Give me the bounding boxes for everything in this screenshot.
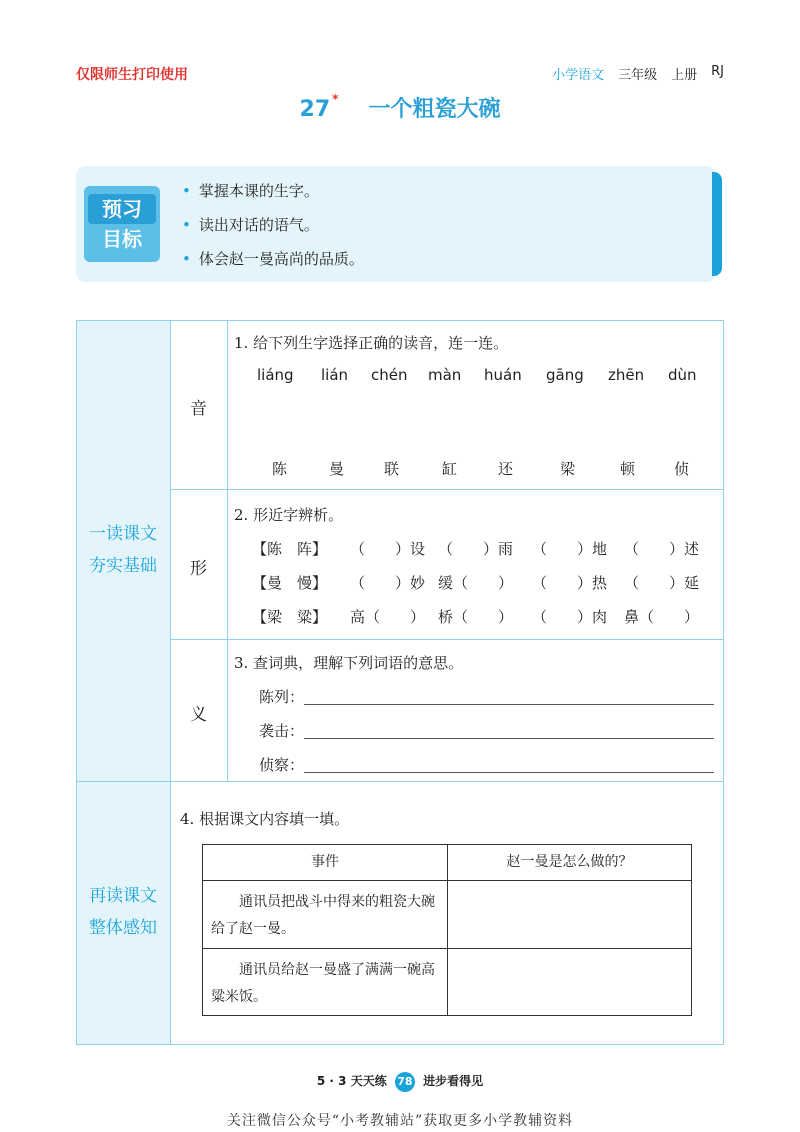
character-item: 曼	[329, 460, 345, 478]
blank-item[interactable]: （ ）雨	[438, 540, 514, 558]
question-4: 4. 根据课文内容填一填。	[180, 810, 350, 828]
answer-line[interactable]	[304, 738, 714, 739]
watermark-text: 关注微信公众号“小考教辅站”获取更多小学教辅资料	[226, 1113, 574, 1129]
answer-line[interactable]	[304, 704, 714, 705]
pinyin-item: lián	[321, 366, 349, 384]
question-3: 3. 查词典，理解下列词语的意思。	[234, 654, 464, 672]
print-notice: 仅限师生打印使用	[76, 67, 188, 83]
question-2: 2. 形近字辨析。	[234, 506, 344, 524]
subject-label: 小学语文	[552, 68, 605, 83]
character-item: 陈	[272, 460, 288, 478]
word-label: 袭击：	[259, 722, 305, 740]
character-item: 还	[498, 460, 514, 478]
pinyin-item: liáng	[257, 366, 294, 384]
table-cell-answer[interactable]	[447, 880, 692, 949]
blank-item[interactable]: 鼻（ ）	[624, 608, 700, 626]
goals-badge-line1: 预习	[88, 194, 156, 224]
edition-label: RJ	[711, 64, 724, 79]
pinyin-item: chén	[371, 366, 408, 384]
goals-side-tab	[712, 172, 722, 276]
character-item: 缸	[442, 460, 458, 478]
volume-label: 上册	[671, 68, 698, 83]
pinyin-item: dùn	[668, 366, 697, 384]
footer-right: 进步看得见	[423, 1074, 484, 1088]
bullet-icon: •	[182, 182, 191, 200]
blank-item[interactable]: （ ）热	[532, 574, 608, 592]
blank-item[interactable]: （ ）妙	[350, 574, 426, 592]
shape-category: 形	[190, 559, 207, 579]
section2-label: 再读课文 整体感知	[89, 886, 157, 938]
word-label: 侦察：	[259, 756, 305, 774]
bullet-icon: •	[182, 216, 191, 234]
table-header: 赵一曼是怎么做的？	[447, 844, 692, 881]
lesson-name: 一个粗瓷大碗	[368, 97, 501, 122]
character-item: 侦	[674, 460, 690, 478]
pair-label: 【曼 慢】	[252, 574, 328, 592]
blank-item[interactable]: （ ）肉	[532, 608, 608, 626]
blank-item[interactable]: 缓（ ）	[438, 574, 514, 592]
goal-item: • 掌握本课的生字。	[182, 182, 319, 200]
section1-label: 一读课文 夯实基础	[89, 524, 157, 576]
blank-item[interactable]: （ ）述	[624, 540, 700, 558]
footer-left: 5 · 3 天天练	[316, 1074, 387, 1088]
table-cell-answer[interactable]	[447, 948, 692, 1016]
blank-item[interactable]: 高（ ）	[350, 608, 426, 626]
blank-item[interactable]: （ ）延	[624, 574, 700, 592]
character-item: 顿	[620, 460, 636, 478]
blank-item[interactable]: （ ）设	[350, 540, 426, 558]
page-number: 78	[395, 1072, 415, 1092]
pinyin-item: gāng	[546, 366, 584, 384]
pinyin-item: huán	[484, 366, 522, 384]
lesson-star: *	[332, 92, 339, 106]
event-table	[202, 844, 692, 1016]
sound-category: 音	[190, 399, 207, 419]
table-cell-event: 通讯员把战斗中得来的粗瓷大碗给了赵一曼。	[202, 880, 448, 949]
grade-label: 三年级	[618, 68, 658, 83]
blank-item[interactable]: （ ）地	[532, 540, 608, 558]
goal-item: • 读出对话的语气。	[182, 216, 319, 234]
exercise-table	[76, 320, 724, 1045]
meaning-category: 义	[190, 705, 207, 725]
table-header: 事件	[202, 844, 448, 881]
answer-line[interactable]	[304, 772, 714, 773]
goal-item: • 体会赵一曼高尚的品质。	[182, 250, 364, 268]
character-item: 梁	[560, 460, 576, 478]
goals-badge-line2: 目标	[102, 227, 142, 251]
bullet-icon: •	[182, 250, 191, 268]
page-footer	[0, 1072, 800, 1092]
pinyin-item: màn	[428, 366, 462, 384]
book-info	[552, 64, 724, 83]
preview-goals-box	[76, 166, 716, 282]
blank-item[interactable]: 桥（ ）	[438, 608, 514, 626]
lesson-number: 27	[299, 97, 331, 122]
pair-label: 【梁 粱】	[252, 608, 328, 626]
word-label: 陈列：	[259, 688, 305, 706]
goals-badge	[84, 186, 160, 262]
pair-label: 【陈 阵】	[252, 540, 328, 558]
pinyin-item: zhēn	[608, 366, 645, 384]
character-item: 联	[384, 460, 400, 478]
lesson-title	[0, 92, 800, 123]
question-1: 1. 给下列生字选择正确的读音，连一连。	[234, 334, 509, 352]
table-cell-event: 通讯员给赵一曼盛了满满一碗高粱米饭。	[202, 948, 448, 1016]
